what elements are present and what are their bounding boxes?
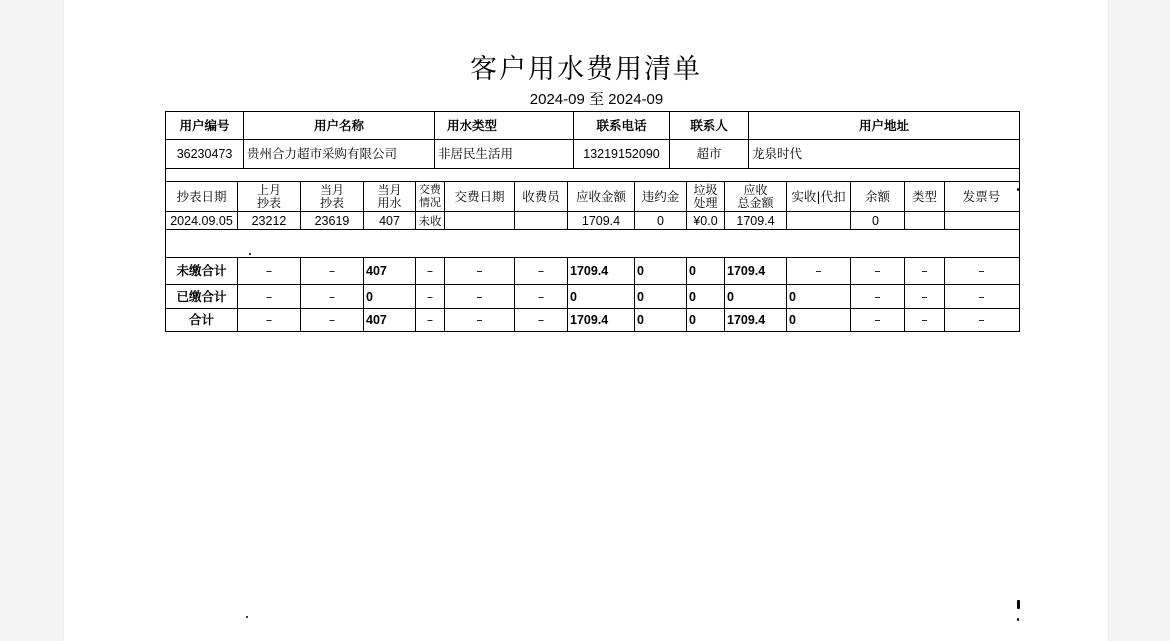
summary-cell: – xyxy=(978,263,985,278)
customer-header-row xyxy=(166,112,1019,140)
cell-current-usage: 407 xyxy=(364,212,416,229)
cell-collector xyxy=(515,212,568,229)
summary-cell: – xyxy=(238,258,301,284)
value-water-type: 非居民生活用 xyxy=(435,140,574,168)
customer-value-row xyxy=(166,140,1019,169)
cell-type xyxy=(905,212,945,229)
header-penalty: 违约金 xyxy=(635,182,687,211)
summary-label: 已缴合计 xyxy=(166,285,238,308)
value-user-name: 贵州合力超市采购有限公司 xyxy=(244,140,435,168)
summary-cell: – xyxy=(416,285,445,308)
summary-cell: – xyxy=(515,285,568,308)
cell-read-date: 2024.09.05 xyxy=(166,212,238,229)
header-garbage: 垃圾 处理 xyxy=(687,182,725,211)
header-read-date: 抄表日期 xyxy=(166,182,238,211)
summary-label: 未缴合计 xyxy=(166,258,238,284)
summary-cell: 1709.4 xyxy=(725,258,787,284)
summary-cell: – xyxy=(851,258,905,284)
scan-speck xyxy=(1017,618,1019,621)
scan-speck xyxy=(246,616,248,618)
spacer-row xyxy=(166,169,1019,182)
header-user-id: 用户编号 xyxy=(166,112,244,139)
summary-row-total xyxy=(166,309,1019,331)
summary-cell: 0 xyxy=(364,285,416,308)
summary-cell: – xyxy=(905,285,945,308)
document-page xyxy=(63,0,1109,641)
summary-cell: 0 xyxy=(787,285,851,308)
header-current-reading: 当月 抄表 xyxy=(301,182,364,211)
summary-cell: 0 xyxy=(568,285,635,308)
summary-cell: 0 xyxy=(725,285,787,308)
cell-last-reading: 23212 xyxy=(238,212,301,229)
summary-cell: 0 xyxy=(635,309,687,331)
summary-cell: 0 xyxy=(687,258,725,284)
bill-table xyxy=(165,111,1020,332)
summary-cell: – xyxy=(445,285,515,308)
summary-cell: – xyxy=(851,309,905,331)
summary-cell: – xyxy=(416,309,445,331)
header-amount-due: 应收金额 xyxy=(568,182,635,211)
summary-cell: 1709.4 xyxy=(568,258,635,284)
summary-cell: 0 xyxy=(787,309,851,331)
value-contact: 超市 xyxy=(670,140,749,168)
summary-cell: 0 xyxy=(635,285,687,308)
summary-cell: – xyxy=(978,312,985,327)
document-title: 客户用水费用清单 xyxy=(470,54,702,85)
cell-amount-due: 1709.4 xyxy=(568,212,635,229)
summary-cell: – xyxy=(301,309,364,331)
summary-cell: 1709.4 xyxy=(725,309,787,331)
value-address: 龙泉时代 xyxy=(752,146,803,161)
spacer-row xyxy=(166,230,1019,258)
summary-cell: 407 xyxy=(364,258,416,284)
summary-cell: – xyxy=(238,285,301,308)
summary-cell: – xyxy=(238,309,301,331)
scan-speck xyxy=(249,253,251,255)
summary-cell: – xyxy=(515,258,568,284)
value-user-id: 36230473 xyxy=(166,140,244,168)
cell-payment-date xyxy=(445,212,515,229)
summary-cell: – xyxy=(851,285,905,308)
summary-cell: 0 xyxy=(687,309,725,331)
reading-header-row xyxy=(166,182,1019,212)
date-range: 2024-09 至 2024-09 xyxy=(529,91,664,108)
value-phone: 13219152090 xyxy=(574,140,670,168)
header-contact: 联系人 xyxy=(670,112,749,139)
summary-cell: – xyxy=(445,258,515,284)
header-phone: 联系电话 xyxy=(574,112,670,139)
header-total-due: 应收 总金额 xyxy=(725,182,787,211)
header-current-usage: 当月 用水 xyxy=(364,182,416,211)
cell-paid-withheld xyxy=(787,212,851,229)
summary-cell: – xyxy=(787,258,851,284)
cell-penalty: 0 xyxy=(635,212,687,229)
summary-cell: 1709.4 xyxy=(568,309,635,331)
summary-cell: – xyxy=(978,288,985,304)
cell-invoice-no xyxy=(945,212,1018,229)
summary-cell: – xyxy=(905,258,945,284)
cell-garbage: ¥0.0 xyxy=(687,212,725,229)
summary-cell: – xyxy=(445,309,515,331)
cell-balance: 0 xyxy=(851,212,905,229)
header-address: 用户地址 xyxy=(858,117,909,133)
reading-data-row xyxy=(166,212,1019,230)
header-balance: 余额 xyxy=(851,182,905,211)
summary-cell: 0 xyxy=(635,258,687,284)
summary-cell: – xyxy=(905,309,945,331)
summary-cell: 407 xyxy=(364,309,416,331)
header-user-name: 用户名称 xyxy=(244,112,435,139)
summary-cell: – xyxy=(416,258,445,284)
header-payment-status: 交费 情况 xyxy=(416,182,445,211)
scan-speck xyxy=(1017,600,1020,609)
header-invoice-no: 发票号 xyxy=(962,188,1001,204)
scan-speck xyxy=(1017,188,1019,191)
summary-cell: 0 xyxy=(687,285,725,308)
summary-label: 合计 xyxy=(166,309,238,331)
summary-row-paid xyxy=(166,285,1019,309)
header-paid-withheld: 实收|代扣 xyxy=(787,182,851,211)
header-water-type: 用水类型 xyxy=(435,112,574,139)
header-type: 类型 xyxy=(905,182,945,211)
summary-cell: – xyxy=(301,258,364,284)
cell-current-reading: 23619 xyxy=(301,212,364,229)
header-last-reading: 上月 抄表 xyxy=(238,182,301,211)
summary-cell: – xyxy=(515,309,568,331)
summary-cell: – xyxy=(301,285,364,308)
header-payment-date: 交费日期 xyxy=(445,182,515,211)
cell-total-due: 1709.4 xyxy=(725,212,787,229)
cell-payment-status: 未收 xyxy=(416,212,445,229)
summary-row-unpaid xyxy=(166,258,1019,285)
header-collector: 收费员 xyxy=(515,182,568,211)
